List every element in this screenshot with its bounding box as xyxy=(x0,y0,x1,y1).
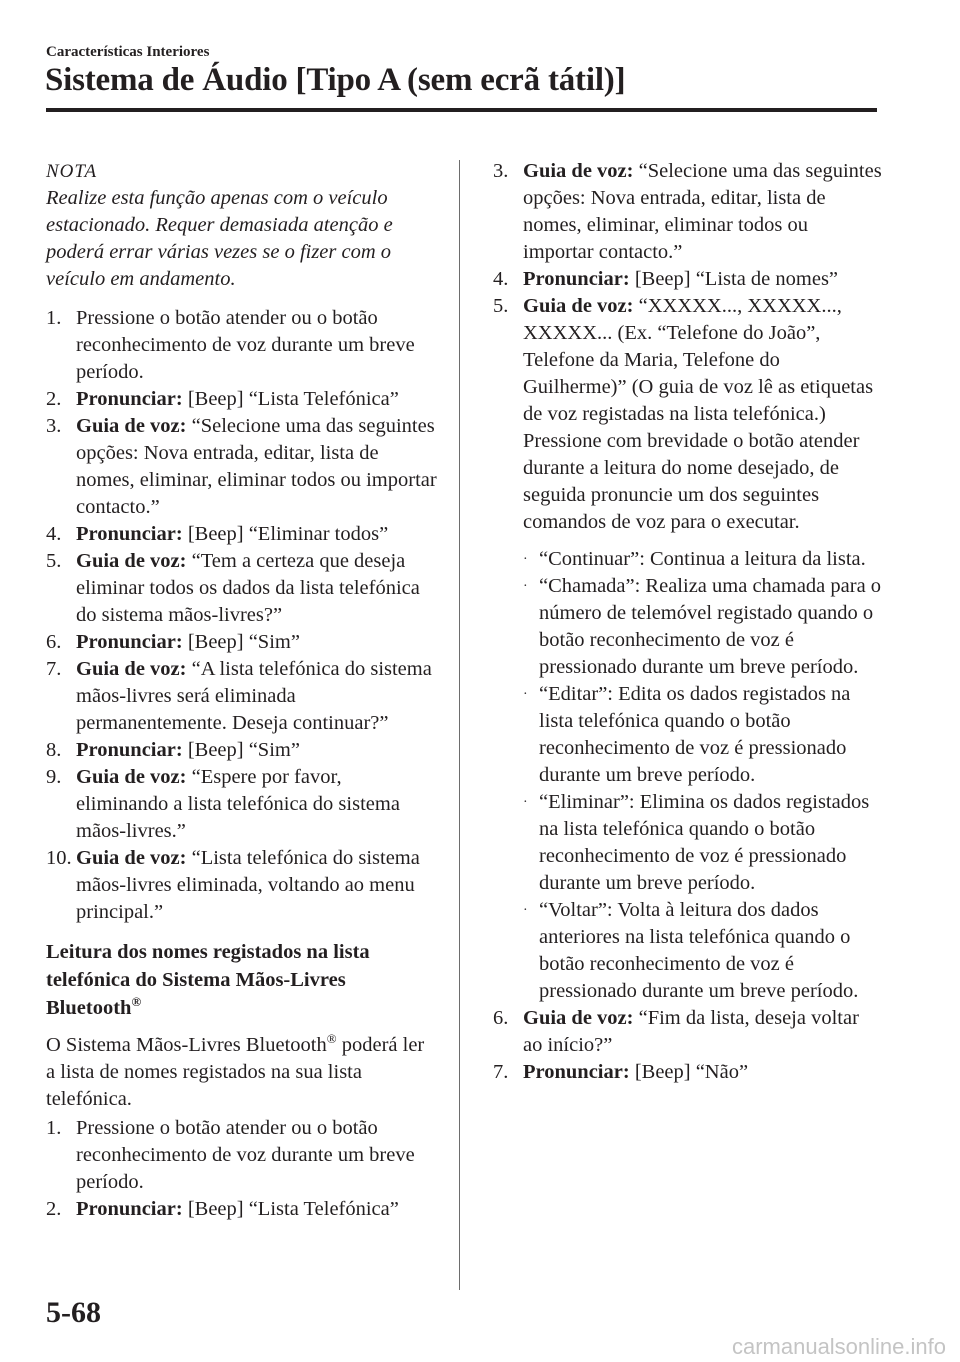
step-number: 6. xyxy=(493,1007,509,1029)
step-number: 7. xyxy=(46,658,62,680)
list-item xyxy=(46,764,438,845)
step-content: “Selecione uma das seguintes opções: Nova entrada, editar, lista de nomes, eliminar, eliminar todos ou importar contacto.” xyxy=(523,160,882,263)
section-label: Características Interiores xyxy=(46,44,210,60)
step-label: Guia de voz: xyxy=(76,550,187,572)
step-content: “Fim da lista, deseja voltar ao início?” xyxy=(523,1007,859,1056)
watermark: carmanualsonline.info xyxy=(731,1334,946,1359)
step-content: [Beep] “Eliminar todos” xyxy=(182,523,389,545)
note-text: Realize esta função apenas com o veículo estacionado. Requer demasiada atenção e poderá errar várias vezes se o fizer com o veículo em andamento. xyxy=(46,187,393,290)
column-divider xyxy=(459,160,460,1290)
step-label: Guia de voz: xyxy=(76,847,187,869)
step-label: Guia de voz: xyxy=(76,658,187,680)
list-item xyxy=(493,1059,883,1086)
step-label: Pronunciar: xyxy=(523,268,630,290)
step-text xyxy=(523,293,883,536)
step-content: “A lista telefónica do sistema mãos-livres será eliminada permanentemente. Deseja continuar?” xyxy=(76,658,432,734)
step-number: 7. xyxy=(493,1061,509,1083)
step-label: Guia de voz: xyxy=(76,415,187,437)
list-item xyxy=(46,845,438,926)
step-content: [Beep] “Lista Telefónica” xyxy=(182,388,399,410)
step-text xyxy=(523,158,883,266)
list-item xyxy=(46,1115,438,1196)
step-number: 8. xyxy=(46,739,62,761)
step-text xyxy=(76,521,438,548)
bullet-dot-icon: · xyxy=(523,795,528,810)
bullet-text: “Voltar”: Volta à leitura dos dados anteriores na lista telefónica quando o botão reconhecimento de voz é pressionado durante um breve período. xyxy=(539,899,859,1002)
step-text xyxy=(76,386,438,413)
step-label: Guia de voz: xyxy=(76,766,187,788)
intro-paragraph xyxy=(46,1032,438,1113)
section-title-text: Leitura dos nomes registados na lista telefónica do Sistema Mãos-Livres Bluetooth xyxy=(46,941,370,1019)
command-bullets xyxy=(523,546,883,1005)
registered-mark: ® xyxy=(326,1031,337,1047)
list-item xyxy=(493,293,883,536)
bullet-dot-icon: · xyxy=(523,552,528,567)
list-item xyxy=(46,548,438,629)
registered-mark: ® xyxy=(131,994,142,1010)
list-item xyxy=(46,305,438,386)
step-content: “Selecione uma das seguintes opções: Nova entrada, editar, lista de nomes, eliminar, eliminar todos ou importar contacto.” xyxy=(76,415,437,518)
list-item xyxy=(493,1005,883,1059)
step-content: Pressione o botão atender ou o botão reconhecimento de voz durante um breve período. xyxy=(76,307,415,383)
step-label: Pronunciar: xyxy=(76,739,183,761)
para-text-b: poderá ler a lista de nomes registados na sua lista telefónica. xyxy=(46,1034,425,1110)
step-content: “Tem a certeza que deseja eliminar todos os dados da lista telefónica do sistema mãos-livres?” xyxy=(76,550,420,626)
step-text xyxy=(76,548,438,629)
step-text xyxy=(76,737,438,764)
step-list-4 xyxy=(493,1005,883,1086)
step-text xyxy=(76,305,438,386)
step-text xyxy=(76,845,438,926)
step-content: [Beep] “Lista de nomes” xyxy=(629,268,839,290)
step-text xyxy=(523,1005,883,1059)
step-list xyxy=(46,305,438,926)
list-item xyxy=(46,386,438,413)
step-text xyxy=(523,1059,883,1086)
bullet-item xyxy=(523,681,883,789)
step-content: [Beep] “Sim” xyxy=(182,739,300,761)
step-content: [Beep] “Sim” xyxy=(182,631,300,653)
bullet-text: “Continuar”: Continua a leitura da lista. xyxy=(539,548,866,570)
step-label: Guia de voz: xyxy=(523,295,634,317)
step-label: Guia de voz: xyxy=(523,160,634,182)
left-column xyxy=(46,158,438,1223)
note-label: NOTA xyxy=(46,161,98,182)
step-content: “Lista telefónica do sistema mãos-livres eliminada, voltando ao menu principal.” xyxy=(76,847,420,923)
list-item xyxy=(493,266,883,293)
step-number: 4. xyxy=(493,268,509,290)
step-text xyxy=(523,266,883,293)
step-list-2 xyxy=(46,1115,438,1223)
section-title xyxy=(46,938,438,1022)
list-item xyxy=(46,737,438,764)
header-rule xyxy=(46,108,877,112)
step-number: 4. xyxy=(46,523,62,545)
page-title: Sistema de Áudio [Tipo A (sem ecrã tátil)] xyxy=(45,62,626,98)
bullet-text: “Editar”: Edita os dados registados na lista telefónica quando o botão reconhecimento de voz é pressionado durante um breve período. xyxy=(539,683,851,786)
step-text xyxy=(76,656,438,737)
step-number: 6. xyxy=(46,631,62,653)
bullet-dot-icon: · xyxy=(523,579,528,594)
step-text xyxy=(76,413,438,521)
step-text xyxy=(76,1115,438,1196)
bullet-item xyxy=(523,897,883,1005)
step-text xyxy=(76,1196,438,1223)
list-item xyxy=(46,413,438,521)
step-text xyxy=(76,764,438,845)
list-item xyxy=(46,629,438,656)
step-number: 9. xyxy=(46,766,62,788)
step-text xyxy=(76,629,438,656)
step-label: Pronunciar: xyxy=(76,1198,183,1220)
step-number: 1. xyxy=(46,1117,62,1139)
list-item xyxy=(46,656,438,737)
step-number: 2. xyxy=(46,1198,62,1220)
bullet-item xyxy=(523,573,883,681)
step-number: 3. xyxy=(493,160,509,182)
step-number: 5. xyxy=(493,295,509,317)
list-item xyxy=(46,521,438,548)
step-number: 2. xyxy=(46,388,62,410)
step-content: [Beep] “Não” xyxy=(629,1061,749,1083)
step-label: Guia de voz: xyxy=(523,1007,634,1029)
step-number: 1. xyxy=(46,307,62,329)
page-number: 5-68 xyxy=(46,1296,101,1329)
bullet-text: “Chamada”: Realiza uma chamada para o número de telemóvel registado quando o botão reconhecimento de voz é pressionado durante um breve período. xyxy=(539,575,882,678)
step-list-3 xyxy=(493,158,883,536)
step-content: “Espere por favor, eliminando a lista telefónica do sistema mãos-livres.” xyxy=(76,766,400,842)
step-content: Pressione o botão atender ou o botão reconhecimento de voz durante um breve período. xyxy=(76,1117,415,1193)
step-content: “XXXXX..., XXXXX..., XXXXX... (Ex. “Telefone do João”, Telefone da Maria, Telefone do Guilherme)” (O guia de voz lê as etiquetas de voz registadas na lista telefónica.) Pressione com brevidade o botão atender durante a leitura do nome desejado, de seguida pronuncie um dos seguintes comandos de voz para o executar. xyxy=(523,295,874,533)
para-text-a: O Sistema Mãos-Livres Bluetooth xyxy=(46,1034,327,1056)
bullet-dot-icon: · xyxy=(523,903,528,918)
right-column xyxy=(493,158,883,1086)
step-content: [Beep] “Lista Telefónica” xyxy=(182,1198,399,1220)
bullet-text: “Eliminar”: Elimina os dados registados na lista telefónica quando o botão reconhecimento de voz é pressionado durante um breve período. xyxy=(539,791,870,894)
bullet-item xyxy=(523,789,883,897)
list-item xyxy=(493,158,883,266)
step-number: 10. xyxy=(46,847,72,869)
step-label: Pronunciar: xyxy=(76,631,183,653)
step-label: Pronunciar: xyxy=(523,1061,630,1083)
step-label: Pronunciar: xyxy=(76,523,183,545)
bullet-item xyxy=(523,546,883,573)
step-number: 5. xyxy=(46,550,62,572)
bullet-dot-icon: · xyxy=(523,687,528,702)
list-item xyxy=(46,1196,438,1223)
step-number: 3. xyxy=(46,415,62,437)
step-label: Pronunciar: xyxy=(76,388,183,410)
